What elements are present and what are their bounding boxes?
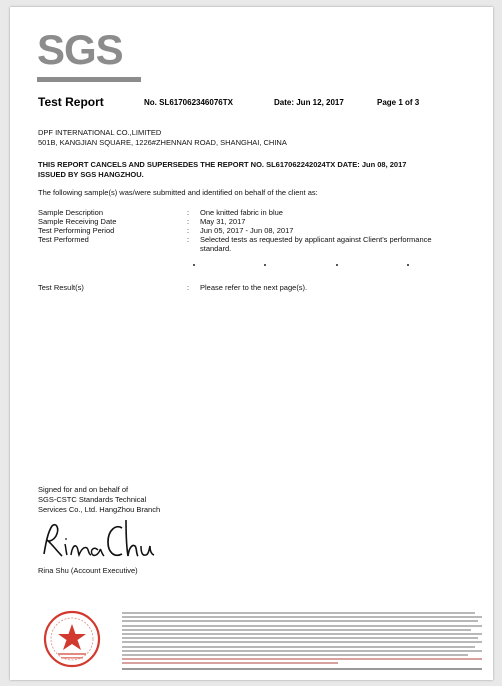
sgs-logo-rule: [37, 77, 141, 82]
field-value-continued: standard.: [200, 244, 232, 253]
client-name: DPF INTERNATIONAL CO.,LIMITED: [38, 128, 162, 137]
field-colon: :: [187, 208, 190, 217]
field-value: May 31, 2017: [200, 217, 246, 226]
page-number: Page 1 of 3: [377, 98, 420, 107]
sgs-logo-text: SGS: [37, 26, 123, 73]
field-value: One knitted fabric in blue: [200, 208, 283, 217]
field-label: Test Performing Period: [38, 226, 115, 235]
field-label: Test Performed: [38, 235, 89, 244]
supersede-notice: THIS REPORT CANCELS AND SUPERSEDES THE REPORT NO. SL617062242024TX DATE: Jun 08, 2017: [38, 160, 407, 169]
client-address: 501B, KANGJIAN SQUARE, 1226#ZHENNAN ROAD, SHANGHAI, CHINA: [38, 138, 287, 147]
report-date: Date: Jun 12, 2017: [274, 98, 344, 107]
field-label: Sample Description: [38, 208, 104, 217]
field-colon: :: [187, 226, 190, 235]
field-colon: :: [187, 235, 190, 244]
signer-branch: Services Co., Ltd. HangZhou Branch: [38, 505, 161, 514]
field-colon: :: [187, 217, 190, 226]
intro-text: The following sample(s) was/were submitted and identified on behalf of the client as:: [38, 188, 318, 197]
result-label: Test Result(s): [38, 283, 84, 292]
terms-and-conditions-fineprint: [122, 612, 482, 672]
field-label: Sample Receiving Date: [38, 217, 117, 226]
field-value: Jun 05, 2017 - Jun 08, 2017: [200, 226, 294, 235]
separator-dot: [336, 264, 338, 266]
field-value: Selected tests as requested by applicant against Client's performance: [200, 235, 432, 244]
report-page: [10, 7, 493, 680]
report-title: Test Report: [38, 95, 104, 109]
signer-company: SGS-CSTC Standards Technical: [38, 495, 147, 504]
issuer-notice: ISSUED BY SGS HANGZHOU.: [38, 170, 144, 179]
separator-dot: [193, 264, 195, 266]
separator-dot: [407, 264, 409, 266]
signer-name: Rina Shu (Account Executive): [38, 566, 138, 575]
handwritten-signature: [38, 514, 158, 564]
separator-dot: [264, 264, 266, 266]
result-value: Please refer to the next page(s).: [200, 283, 308, 292]
sgs-logo: [37, 26, 141, 84]
report-number: No. SL617062346076TX: [144, 98, 233, 107]
company-seal-stamp: [43, 610, 101, 668]
field-colon: :: [187, 283, 190, 292]
signed-for-text: Signed for and on behalf of: [38, 485, 129, 494]
